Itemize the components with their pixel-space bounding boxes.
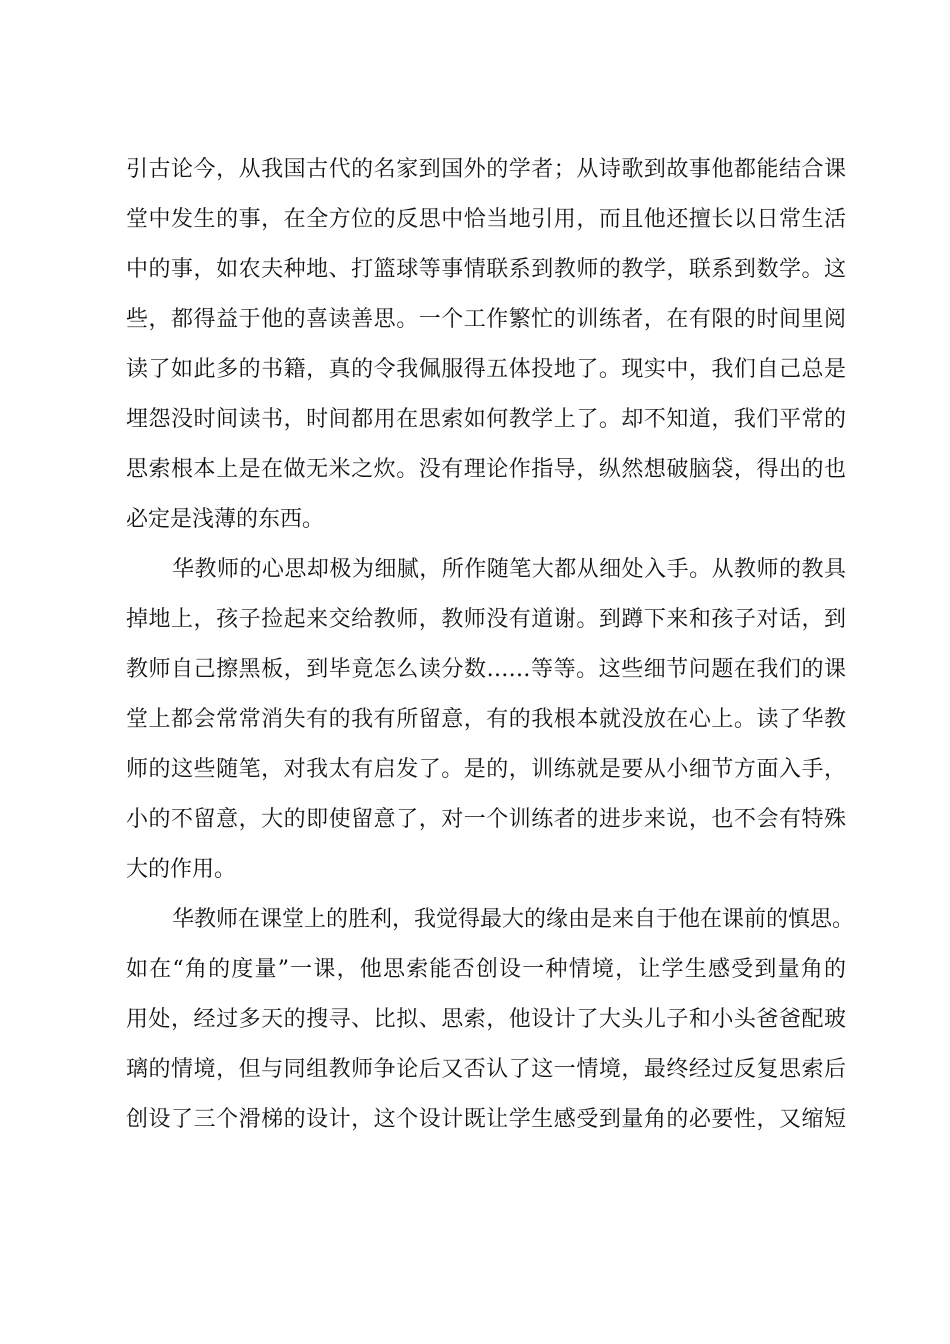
text-line: 引古论今，从我国古代的名家到国外的学者；从诗歌到故事他都能结合课	[126, 157, 846, 182]
text-line: 堂中发生的事，在全方位的反思中恰当地引用，而且他还擅长以日常生活	[126, 207, 846, 232]
text-line: 璃的情境，但与同组教师争论后又否认了这一情境，最终经过反复思索后	[126, 1057, 846, 1082]
text-line: 思索根本上是在做无米之炊。没有理论作指导，纵然想破脑袋，得出的也	[126, 457, 846, 482]
paragraph-first-line: 华教师的心思却极为细腻，所作随笔大都从细处入手。从教师的教具	[172, 557, 846, 582]
text-line: 小的不留意，大的即使留意了，对一个训练者的进步来说，也不会有特殊	[126, 807, 846, 832]
text-line: 大的作用。	[126, 857, 237, 882]
text-line: 师的这些随笔，对我太有启发了。是的，训练就是要从小细节方面入手，	[126, 757, 846, 782]
text-line: 用处，经过多天的搜寻、比拟、思索，他设计了大头儿子和小头爸爸配玻	[126, 1007, 846, 1032]
text-line: 中的事，如农夫种地、打篮球等事情联系到教师的教学，联系到数学。这	[126, 257, 846, 282]
text-line: 教师自己擦黑板，到毕竟怎么读分数……等等。这些细节问题在我们的课	[126, 657, 846, 682]
text-line: 如在“角的度量”一课，他思索能否创设一种情境，让学生感受到量角的	[126, 957, 846, 982]
text-line: 埋怨没时间读书，时间都用在思索如何教学上了。却不知道，我们平常的	[126, 407, 846, 432]
text-line: 些，都得益于他的喜读善思。一个工作繁忙的训练者，在有限的时间里阅	[126, 307, 846, 332]
text-line: 创设了三个滑梯的设计，这个设计既让学生感受到量角的必要性，又缩短	[126, 1107, 846, 1132]
text-line: 必定是浅薄的东西。	[126, 507, 325, 532]
paragraph-first-line: 华教师在课堂上的胜利，我觉得最大的缘由是来自于他在课前的慎思。	[172, 907, 855, 932]
text-line: 读了如此多的书籍，真的令我佩服得五体投地了。现实中，我们自己总是	[126, 357, 846, 382]
text-line: 掉地上，孩子捡起来交给教师，教师没有道谢。到蹲下来和孩子对话，到	[126, 607, 846, 632]
text-line: 堂上都会常常消失有的我有所留意，有的我根本就没放在心上。读了华教	[126, 707, 846, 732]
